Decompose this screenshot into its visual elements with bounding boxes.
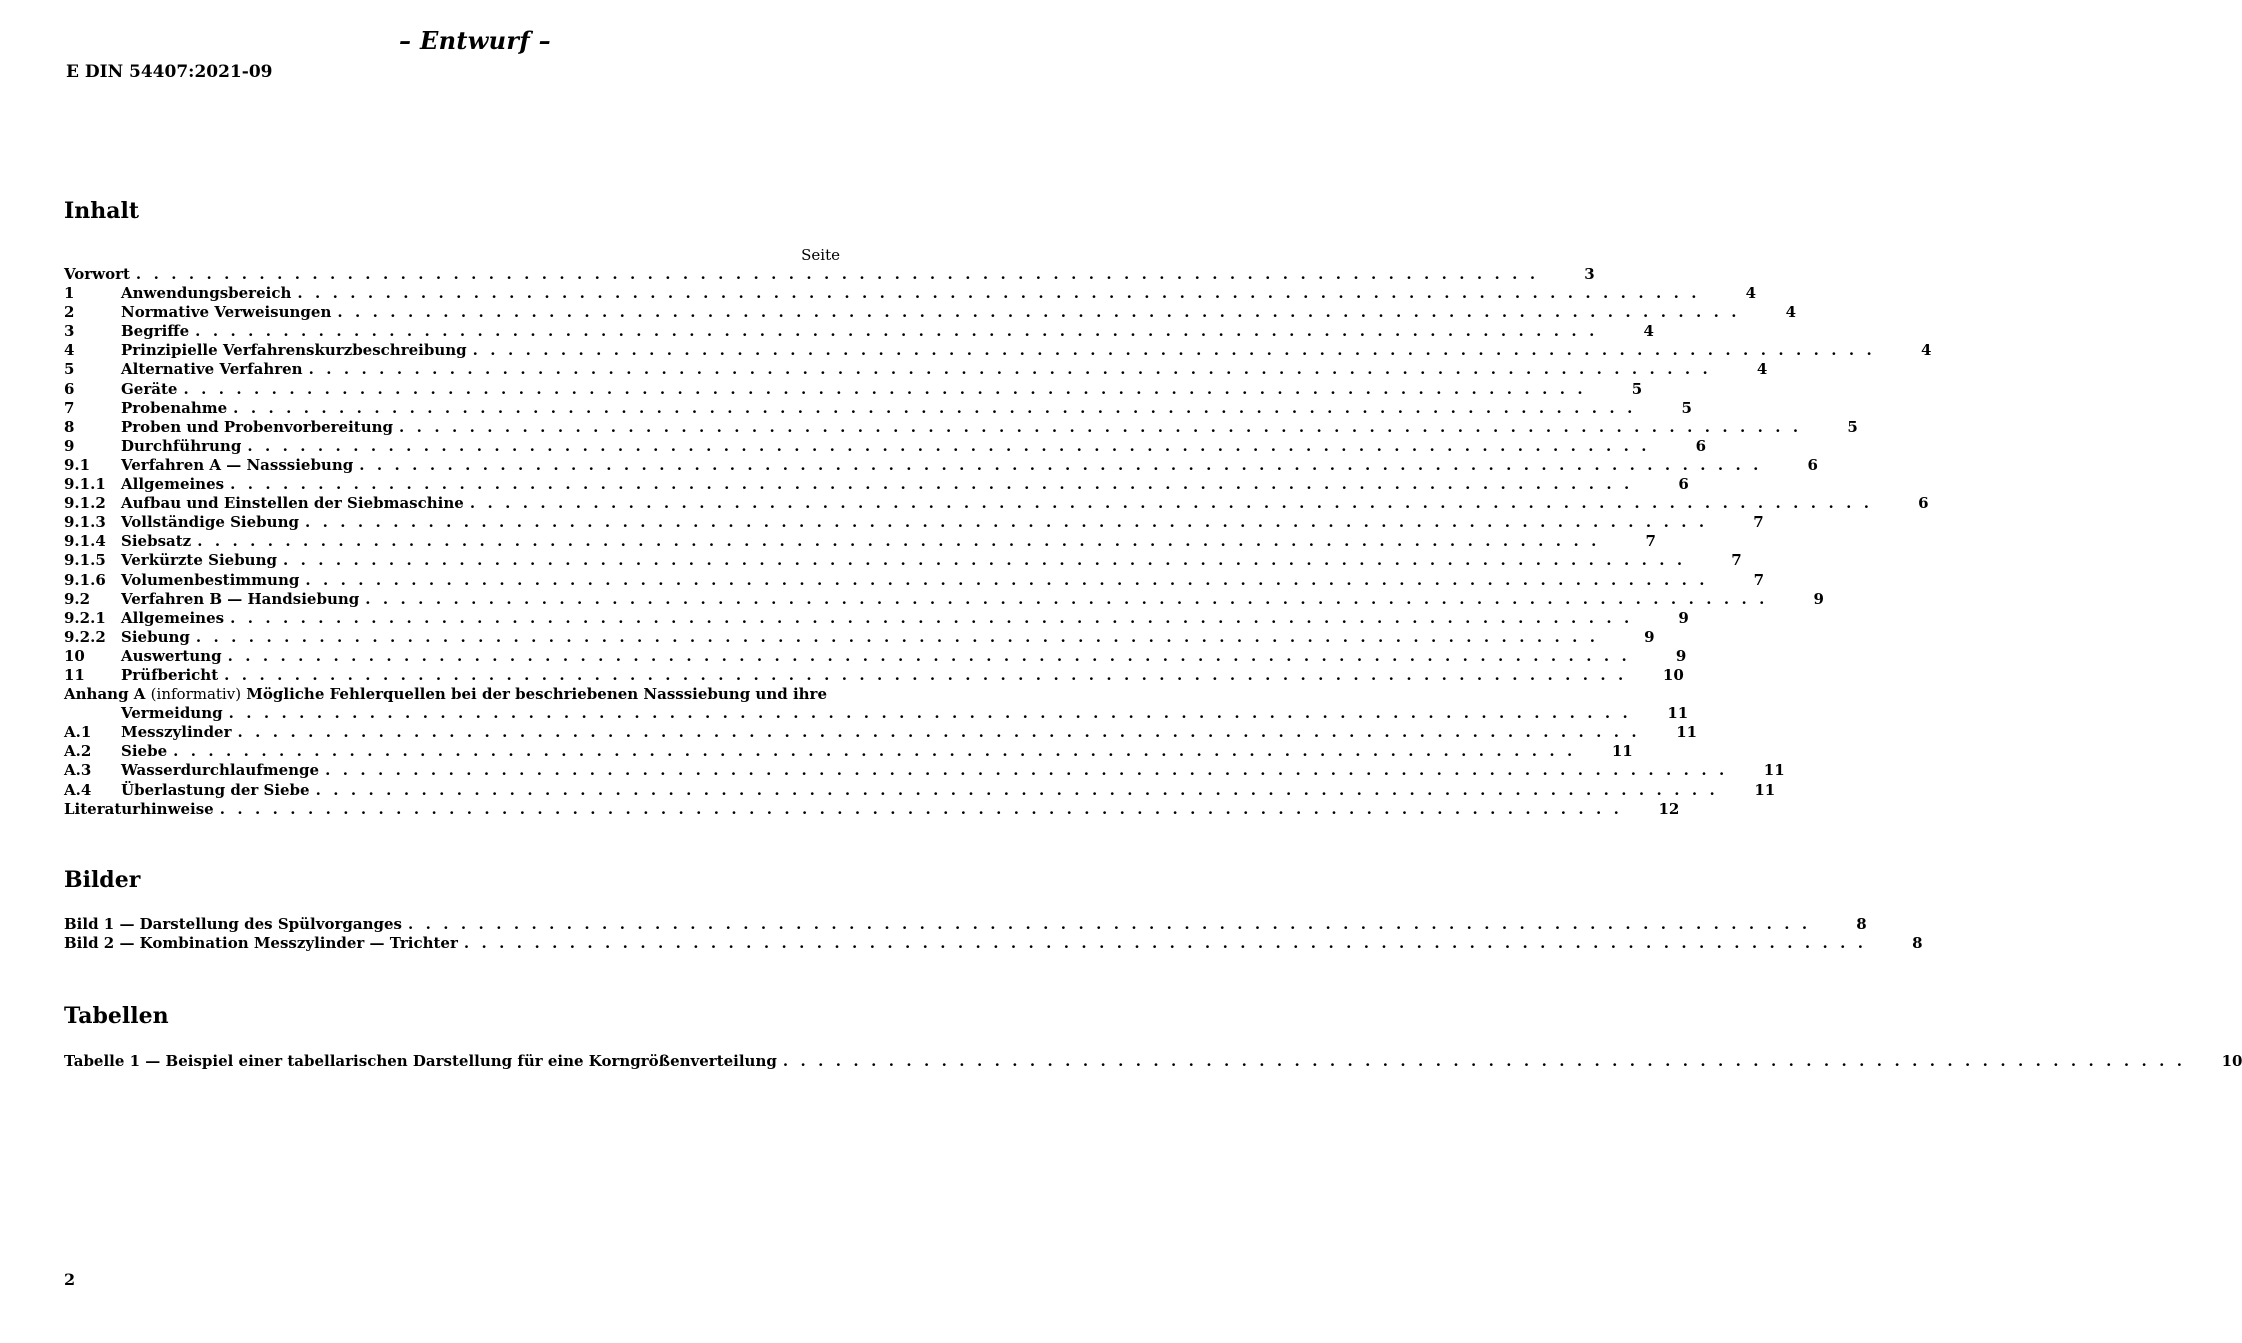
toc-entry-title: Vollständige Siebung — [121, 513, 299, 532]
toc-entry[interactable] — [64, 360, 1768, 379]
toc-entry-number: 9.1 — [64, 455, 91, 474]
leader-dots: . . . . . . . . . . . . . . . . . . . . . . . . . . . . . . . . . . . . . . . . . . . . . . . . . . . . . . . . . . . . . . . . . . . . . . . . . . . . . . . . — [197, 532, 1600, 551]
document-id: E DIN 54407:2021-09 — [66, 62, 273, 82]
toc-entry-page: 4 — [1745, 284, 1757, 303]
figure-entry-title: Bild 1 — Darstellung des Spülvorganges — [64, 915, 402, 933]
figure-entry-title: Bild 2 — Kombination Messzylinder — Trichter — [64, 934, 458, 953]
toc-entry-page: 6 — [1807, 455, 1818, 474]
leader-dots: . . . . . . . . . . . . . . . . . . . . . . . . . . . . . . . . . . . . . . . . . . . . . . . . . . . . . . . . . . . . . . . . . . . . . . . . . . . . . . . . — [227, 646, 1631, 665]
toc-entry-title: Vorwort — [64, 265, 130, 283]
toc-entry-title: Alternative Verfahren — [121, 360, 303, 379]
toc-entry[interactable] — [64, 532, 1656, 551]
leader-dots: . . . . . . . . . . . . . . . . . . . . . . . . . . . . . . . . . . . . . . . . . . . . . . . . . . . . . . . . . . . . . . . . . . . . . . . . . . . . . . . . — [782, 1052, 2186, 1070]
toc-entry-page: 11 — [1754, 780, 1776, 799]
toc-entry[interactable] — [64, 379, 1643, 399]
table-of-contents — [64, 265, 1932, 819]
toc-entry-page: 6 — [1695, 436, 1707, 455]
toc-entry-page: 7 — [1753, 513, 1764, 532]
leader-dots: . . . . . . . . . . . . . . . . . . . . . . . . . . . . . . . . . . . . . . . . . . . . . . . . . . . . . . . . . . . . . . . . . . . . . . . . . . . . . . . . — [195, 322, 1598, 341]
toc-entry[interactable] — [64, 284, 1757, 303]
toc-entry-page: 11 — [1763, 761, 1785, 780]
leader-dots: . . . . . . . . . . . . . . . . . . . . . . . . . . . . . . . . . . . . . . . . . . . . . . . . . . . . . . . . . . . . . . . . . . . . . . . . . . . . . . . . — [247, 436, 1651, 455]
toc-entry-number: 9.1.6 — [64, 570, 106, 589]
figure-entry[interactable] — [64, 934, 1923, 953]
toc-entry[interactable] — [64, 303, 1797, 322]
toc-entry[interactable] — [64, 494, 1929, 513]
leader-dots: . . . . . . . . . . . . . . . . . . . . . . . . . . . . . . . . . . . . . . . . . . . . . . . . . . . . . . . . . . . . . . . . . . . . . . . . . . . . . . . . — [297, 284, 1701, 303]
toc-entry[interactable] — [64, 475, 1689, 494]
toc-entry[interactable] — [64, 665, 1684, 685]
toc-annex-entry[interactable] — [64, 723, 1698, 742]
toc-entry-title: Geräte — [121, 379, 178, 398]
leader-dots: . . . . . . . . . . . . . . . . . . . . . . . . . . . . . . . . . . . . . . . . . . . . . . . . . . . . . . . . . . . . . . . . . . . . . . . . . . . . . . . . — [308, 360, 1712, 379]
toc-entry-title: Normative Verweisungen — [121, 303, 332, 322]
toc-entry-number: A.4 — [64, 780, 92, 799]
annex-note: (informativ) — [150, 685, 242, 704]
toc-entry-title: Allgemeines — [121, 475, 225, 494]
toc-entry-title: Begriffe — [121, 322, 190, 341]
toc-annex-heading[interactable] — [64, 685, 841, 704]
toc-annex-entry[interactable] — [64, 742, 1633, 761]
toc-entry-page: 5 — [1681, 398, 1692, 417]
toc-entry[interactable] — [64, 417, 1858, 437]
toc-entry-page: 9 — [1644, 627, 1655, 646]
contents-heading: Inhalt — [64, 198, 140, 224]
toc-entry-title: Durchführung — [121, 436, 242, 455]
toc-entry-number: 7 — [64, 398, 75, 417]
page-number: 2 — [64, 1270, 76, 1289]
toc-entry[interactable] — [64, 589, 1824, 609]
toc-entry-title: Auswertung — [121, 646, 222, 665]
toc-entry-title: Anwendungsbereich — [121, 284, 292, 303]
toc-entry-page: 10 — [1662, 665, 1684, 684]
figures-heading: Bilder — [64, 867, 141, 893]
toc-entry-page: 4 — [1643, 322, 1654, 341]
toc-entry-page: 5 — [1847, 417, 1858, 436]
draft-label: – Entwurf – — [399, 26, 551, 55]
leader-dots: . . . . . . . . . . . . . . . . . . . . . . . . . . . . . . . . . . . . . . . . . . . . . . . . . . . . . . . . . . . . . . . . . . . . . . . . . . . . . . . . — [195, 627, 1599, 646]
toc-entry-number: 3 — [64, 322, 75, 341]
leader-dots: . . . . . . . . . . . . . . . . . . . . . . . . . . . . . . . . . . . . . . . . . . . . . . . . . . . . . . . . . . . . . . . . . . . . . . . . . . . . . . . . — [173, 742, 1576, 761]
toc-entry-page: 11 — [1611, 742, 1633, 761]
list-of-figures — [64, 915, 1923, 953]
leader-dots: . . . . . . . . . . . . . . . . . . . . . . . . . . . . . . . . . . . . . . . . . . . . . . . . . . . . . . . . . . . . . . . . . . . . . . . . . . . . . . . . — [304, 513, 1708, 532]
toc-entry[interactable] — [64, 627, 1655, 647]
toc-entry-number: 9.1.2 — [64, 494, 106, 513]
leader-dots: . . . . . . . . . . . . . . . . . . . . . . . . . . . . . . . . . . . . . . . . . . . . . . . . . . . . . . . . . . . . . . . . . . . . . . . . . . . . . . . . — [135, 265, 1539, 283]
leader-dots: . . . . . . . . . . . . . . . . . . . . . . . . . . . . . . . . . . . . . . . . . . . . . . . . . . . . . . . . . . . . . . . . . . . . . . . . . . . . . . . . — [469, 494, 1873, 513]
toc-entry-number: 9 — [64, 436, 75, 455]
list-of-tables — [64, 1052, 2242, 1071]
toc-entry-title: Allgemeines — [121, 608, 225, 627]
leader-dots: . . . . . . . . . . . . . . . . . . . . . . . . . . . . . . . . . . . . . . . . . . . . . . . . . . . . . . . . . . . . . . . . . . . . . . . . . . . . . . . . — [472, 341, 1876, 360]
toc-entry-page: 11 — [1667, 704, 1689, 723]
tables-heading: Tabellen — [64, 1003, 169, 1029]
toc-entry-page: 9 — [1678, 608, 1689, 627]
page-column-label: Seite — [801, 246, 840, 264]
toc-entry-page: 9 — [1675, 646, 1687, 665]
toc-entry-number: 9.1.1 — [64, 475, 106, 494]
leader-dots: . . . . . . . . . . . . . . . . . . . . . . . . . . . . . . . . . . . . . . . . . . . . . . . . . . . . . . . . . . . . . . . . . . . . . . . . . . . . . . . . — [337, 303, 1741, 322]
toc-entry-title: Messzylinder — [121, 723, 232, 742]
leader-dots: . . . . . . . . . . . . . . . . . . . . . . . . . . . . . . . . . . . . . . . . . . . . . . . . . . . . . . . . . . . . . . . . . . . . . . . . . . . . . . . . — [230, 475, 1633, 494]
toc-entry-foreword[interactable] — [64, 265, 1595, 284]
figure-entry-page: 8 — [1856, 915, 1867, 933]
toc-entry-page: 12 — [1658, 799, 1680, 818]
toc-entry-title: Aufbau und Einstellen der Siebmaschine — [121, 494, 464, 513]
leader-dots: . . . . . . . . . . . . . . . . . . . . . . . . . . . . . . . . . . . . . . . . . . . . . . . . . . . . . . . . . . . . . . . . . . . . . . . . . . . . . . . . — [399, 417, 1802, 436]
toc-entry-title: Volumenbestimmung — [121, 570, 300, 589]
toc-entry-number: 6 — [64, 379, 75, 398]
leader-dots: . . . . . . . . . . . . . . . . . . . . . . . . . . . . . . . . . . . . . . . . . . . . . . . . . . . . . . . . . . . . . . . . . . . . . . . . . . . . . . . . — [224, 665, 1627, 684]
toc-entry[interactable] — [64, 341, 1932, 360]
leader-dots: . . . . . . . . . . . . . . . . . . . . . . . . . . . . . . . . . . . . . . . . . . . . . . . . . . . . . . . . . . . . . . . . . . . . . . . . . . . . . . . . — [282, 551, 1686, 570]
leader-dots: . . . . . . . . . . . . . . . . . . . . . . . . . . . . . . . . . . . . . . . . . . . . . . . . . . . . . . . . . . . . . . . . . . . . . . . . . . . . . . . . — [237, 723, 1641, 742]
toc-entry-title: Siebe — [121, 742, 168, 761]
toc-entry[interactable] — [64, 436, 1707, 456]
toc-entry-title: Probenahme — [121, 398, 228, 417]
toc-entry-page: 7 — [1753, 570, 1765, 589]
toc-entry-number: A.1 — [64, 723, 92, 742]
leader-dots: . . . . . . . . . . . . . . . . . . . . . . . . . . . . . . . . . . . . . . . . . . . . . . . . . . . . . . . . . . . . . . . . . . . . . . . . . . . . . . . . — [230, 608, 1633, 627]
table-entry-title: Tabelle 1 — Beispiel einer tabellarischen Darstellung für eine Korngrößenverteilung — [64, 1052, 777, 1070]
leader-dots: . . . . . . . . . . . . . . . . . . . . . . . . . . . . . . . . . . . . . . . . . . . . . . . . . . . . . . . . . . . . . . . . . . . . . . . . . . . . . . . . — [359, 455, 1762, 474]
annex-title-line1: Mögliche Fehlerquellen bei der beschriebenen Nasssiebung und ihre — [246, 685, 827, 704]
toc-entry[interactable] — [64, 570, 1765, 590]
toc-entry-title: Siebung — [121, 627, 190, 646]
toc-entry-title: Literaturhinweise — [64, 799, 214, 818]
toc-entry-number: 2 — [64, 303, 75, 322]
leader-dots: . . . . . . . . . . . . . . . . . . . . . . . . . . . . . . . . . . . . . . . . . . . . . . . . . . . . . . . . . . . . . . . . . . . . . . . . . . . . . . . . — [305, 570, 1709, 589]
toc-entry-page: 7 — [1645, 532, 1656, 551]
toc-entry-page: 11 — [1676, 723, 1698, 742]
toc-entry[interactable] — [64, 646, 1687, 666]
toc-entry-page: 9 — [1813, 589, 1824, 608]
leader-dots: . . . . . . . . . . . . . . . . . . . . . . . . . . . . . . . . . . . . . . . . . . . . . . . . . . . . . . . . . . . . . . . . . . . . . . . . . . . . . . . . — [365, 589, 1768, 608]
leader-dots: . . . . . . . . . . . . . . . . . . . . . . . . . . . . . . . . . . . . . . . . . . . . . . . . . . . . . . . . . . . . . . . . . . . . . . . . . . . . . . . . — [325, 761, 1728, 780]
toc-entry-number: 9.1.3 — [64, 513, 106, 532]
toc-entry-title: Verkürzte Siebung — [121, 551, 277, 570]
toc-entry-page: 3 — [1584, 265, 1595, 283]
toc-entry-title: Prüfbericht — [121, 665, 219, 684]
toc-entry-page: 4 — [1920, 341, 1932, 360]
toc-entry-number: 9.1.5 — [64, 551, 106, 570]
toc-entry-title: Überlastung der Siebe — [121, 780, 310, 799]
toc-annex-entry[interactable] — [64, 761, 1785, 780]
toc-entry-title: Verfahren A — Nasssiebung — [121, 455, 354, 474]
toc-entry[interactable] — [64, 322, 1654, 341]
leader-dots: . . . . . . . . . . . . . . . . . . . . . . . . . . . . . . . . . . . . . . . . . . . . . . . . . . . . . . . . . . . . . . . . . . . . . . . . . . . . . . . . — [219, 799, 1623, 818]
leader-dots: . . . . . . . . . . . . . . . . . . . . . . . . . . . . . . . . . . . . . . . . . . . . . . . . . . . . . . . . . . . . . . . . . . . . . . . . . . . . . . . . — [233, 398, 1636, 417]
annex-title-line2: Vermeidung — [121, 704, 223, 723]
toc-annex-continuation[interactable] — [64, 704, 1689, 723]
toc-entry-title: Verfahren B — Handsiebung — [121, 589, 360, 608]
toc-entry-page: 4 — [1756, 360, 1768, 379]
toc-entry[interactable] — [64, 551, 1742, 570]
toc-entry[interactable] — [64, 398, 1692, 418]
toc-entry-title: Prinzipielle Verfahrenskurzbeschreibung — [121, 341, 467, 360]
toc-entry[interactable] — [64, 455, 1818, 475]
toc-entry-number: A.3 — [64, 761, 92, 780]
toc-entry-page: 6 — [1678, 475, 1689, 494]
toc-entry-bibliography[interactable] — [64, 799, 1680, 819]
table-entry[interactable] — [64, 1052, 2242, 1071]
toc-entry-number: 9.1.4 — [64, 532, 106, 551]
toc-entry-number: 11 — [64, 665, 85, 684]
leader-dots: . . . . . . . . . . . . . . . . . . . . . . . . . . . . . . . . . . . . . . . . . . . . . . . . . . . . . . . . . . . . . . . . . . . . . . . . . . . . . . . . — [407, 915, 1811, 933]
leader-dots: . . . . . . . . . . . . . . . . . . . . . . . . . . . . . . . . . . . . . . . . . . . . . . . . . . . . . . . . . . . . . . . . . . . . . . . . . . . . . . . . — [315, 780, 1719, 799]
toc-entry-page: 4 — [1785, 303, 1797, 322]
toc-entry-number: 10 — [64, 646, 85, 665]
toc-entry-number: 4 — [64, 341, 75, 360]
toc-entry-title: Wasserdurchlaufmenge — [121, 761, 320, 780]
toc-entry[interactable] — [64, 513, 1764, 532]
figure-entry[interactable] — [64, 915, 1867, 934]
toc-entry-number: 9.2.2 — [64, 627, 106, 646]
toc-entry-page: 7 — [1731, 551, 1742, 570]
toc-entry-page: 5 — [1631, 379, 1643, 398]
table-entry-page: 10 — [2221, 1052, 2242, 1070]
toc-entry[interactable] — [64, 608, 1689, 628]
figure-entry-page: 8 — [1912, 934, 1923, 953]
annex-label: Anhang A — [64, 685, 146, 704]
toc-entry-number: 1 — [64, 284, 75, 303]
leader-dots: . . . . . . . . . . . . . . . . . . . . . . . . . . . . . . . . . . . . . . . . . . . . . . . . . . . . . . . . . . . . . . . . . . . . . . . . . . . . . . . . — [228, 704, 1632, 723]
toc-entry-page: 6 — [1918, 494, 1929, 513]
toc-entry-number: A.2 — [64, 742, 92, 761]
toc-entry-number: 9.2 — [64, 589, 91, 608]
leader-dots: . . . . . . . . . . . . . . . . . . . . . . . . . . . . . . . . . . . . . . . . . . . . . . . . . . . . . . . . . . . . . . . . . . . . . . . . . . . . . . . . — [183, 379, 1587, 398]
toc-entry-number: 9.2.1 — [64, 608, 106, 627]
toc-entry-title: Siebsatz — [121, 532, 192, 551]
toc-entry-number: 8 — [64, 417, 75, 436]
toc-entry-title: Proben und Probenvorbereitung — [121, 417, 394, 436]
toc-entry-number: 5 — [64, 360, 75, 379]
toc-annex-entry[interactable] — [64, 780, 1776, 800]
leader-dots: . . . . . . . . . . . . . . . . . . . . . . . . . . . . . . . . . . . . . . . . . . . . . . . . . . . . . . . . . . . . . . . . . . . . . . . . . . . . . . . . — [463, 934, 1867, 953]
